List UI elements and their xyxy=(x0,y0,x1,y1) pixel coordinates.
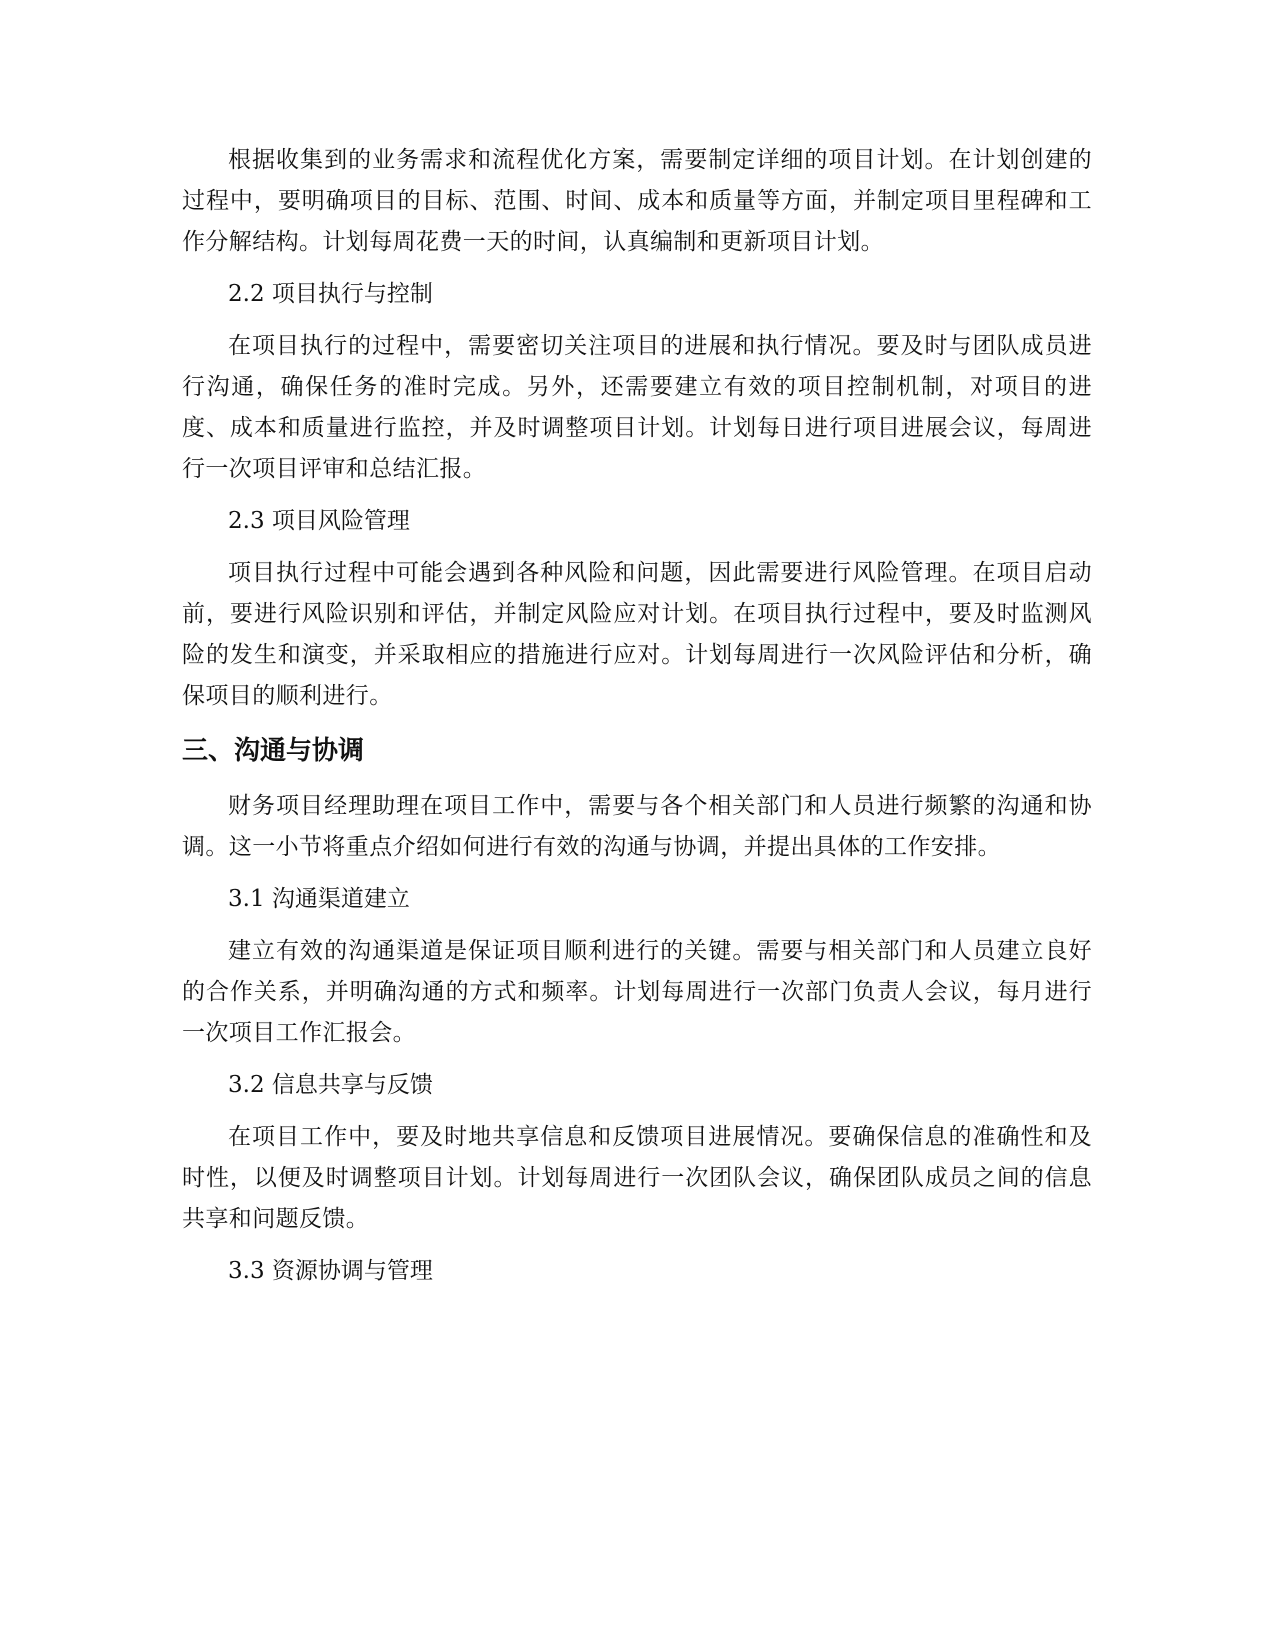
paragraph-project-plan: 根据收集到的业务需求和流程优化方案，需要制定详细的项目计划。在计划创建的过程中，要明确项目的目标、范围、时间、成本和质量等方面，并制定项目里程碑和工作分解结构。计划每周花费一天的时间，认真编制和更新项目计划。 xyxy=(182,147,1092,255)
subheading-2-2: 2.2 项目执行与控制 xyxy=(228,281,433,307)
subheading-3-3: 3.3 资源协调与管理 xyxy=(228,1258,433,1284)
paragraph-info-sharing: 在项目工作中，要及时地共享信息和反馈项目进展情况。要确保信息的准确性和及时性，以便及时调整项目计划。计划每周进行一次团队会议，确保团队成员之间的信息共享和问题反馈。 xyxy=(182,1124,1092,1232)
document-page xyxy=(182,140,1092,1292)
subheading-3-1: 3.1 沟通渠道建立 xyxy=(228,886,410,912)
subheading-3-2: 3.2 信息共享与反馈 xyxy=(228,1072,433,1098)
paragraph-risk-management: 项目执行过程中可能会遇到各种风险和问题，因此需要进行风险管理。在项目启动前，要进行风险识别和评估，并制定风险应对计划。在项目执行过程中，要及时监测风险的发生和演变，并采取相应的措施进行应对。计划每周进行一次风险评估和分析，确保项目的顺利进行。 xyxy=(182,560,1092,709)
paragraph-channels: 建立有效的沟通渠道是保证项目顺利进行的关键。需要与相关部门和人员建立良好的合作关系，并明确沟通的方式和频率。计划每周进行一次部门负责人会议，每月进行一次项目工作汇报会。 xyxy=(182,938,1092,1046)
paragraph-execution-control: 在项目执行的过程中，需要密切关注项目的进展和执行情况。要及时与团队成员进行沟通，确保任务的准时完成。另外，还需要建立有效的项目控制机制，对项目的进度、成本和质量进行监控，并及时调整项目计划。计划每日进行项目进展会议，每周进行一次项目评审和总结汇报。 xyxy=(182,333,1092,482)
paragraph-communication-intro: 财务项目经理助理在项目工作中，需要与各个相关部门和人员进行频繁的沟通和协调。这一小节将重点介绍如何进行有效的沟通与协调，并提出具体的工作安排。 xyxy=(182,793,1092,860)
subheading-2-3: 2.3 项目风险管理 xyxy=(228,508,410,534)
section-heading-3: 三、沟通与协调 xyxy=(182,736,365,766)
